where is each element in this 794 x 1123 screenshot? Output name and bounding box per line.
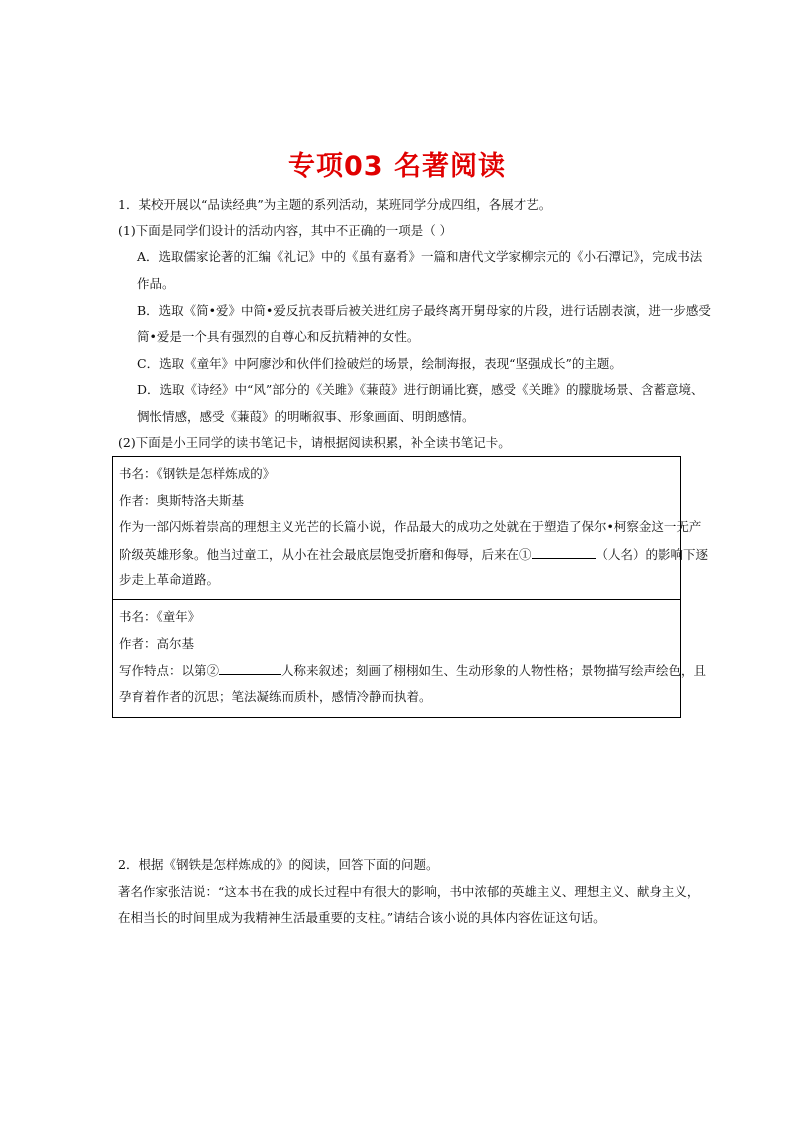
- answer-blank-1[interactable]: [532, 546, 596, 559]
- card-1-text-line-3: 步走上革命道路。: [119, 572, 220, 587]
- option-a-line-1: A．选取儒家论著的汇编《礼记》中的《虽有嘉肴》一篇和唐代文学家柳宗元的《小石潭记》，完成书法: [137, 249, 703, 264]
- answer-blank-2[interactable]: [219, 662, 281, 675]
- reading-note-card-1: [112, 456, 709, 600]
- question-2-stem: 2．根据《钢铁是怎样炼成的》的阅读，回答下面的问题。: [118, 857, 439, 872]
- reading-note-card-2: [112, 600, 707, 718]
- question-2-line-2: 在相当长的时间里成为我精神生活最重要的支柱。”请结合该小说的具体内容佐证这句话。: [118, 910, 606, 925]
- page-title: 专项03 名著阅读: [288, 151, 506, 182]
- card-2-book-title: 书名：《童年》: [119, 609, 201, 624]
- question-1-part-2: (2)下面是小王同学的读书笔记卡，请根据阅读积累，补全读书笔记卡。: [118, 435, 511, 450]
- option-b-line-1: B．选取《简•爱》中简•爱反抗表哥后被关进红房子最终离开舅母家的片段，进行话剧表演，进一步感受: [137, 303, 711, 318]
- card-1-text-line-2: [119, 546, 708, 563]
- card-2-text-line-1: [119, 662, 706, 679]
- card-2-text-after-blank: 人称来叙述；刻画了栩栩如生、生动形象的人物性格；景物描写绘声绘色，且: [281, 663, 707, 678]
- option-b-line-2: 简•爱是一个具有强烈的自尊心和反抗精神的女性。: [137, 329, 420, 344]
- question-1-stem: 1．某校开展以“品读经典”为主题的系列活动，某班同学分成四组，各展才艺。: [118, 197, 552, 212]
- option-a-line-2: 作品。: [137, 276, 175, 291]
- card-1-text-line-1: 作为一部闪烁着崇高的理想主义光芒的长篇小说，作品最大的成功之处就在于塑造了保尔•柯察金这一无产: [119, 519, 702, 534]
- question-1-part-1: (1)下面是同学们设计的活动内容，其中不正确的一项是（ ）: [118, 223, 453, 238]
- card-2-text-line-2: 孕育着作者的沉思；笔法凝练而质朴，感情冷静而执着。: [119, 689, 432, 704]
- card-1-book-title: 书名：《钢铁是怎样炼成的》: [119, 466, 276, 481]
- card-1-text-after-blank: （人名）的影响下逐: [595, 547, 709, 562]
- question-2-line-1: 著名作家张洁说：“这本书在我的成长过程中有很大的影响，书中浓郁的英雄主义、理想主义、献身主义，: [118, 884, 700, 899]
- option-d-line-1: D．选取《诗经》中“风”部分的《关雎》《蒹葭》进行朗诵比赛，感受《关雎》的朦胧场景、含蓄意境、: [137, 382, 704, 397]
- card-1-author: 作者：奥斯特洛夫斯基: [119, 493, 245, 508]
- card-1-text-before-blank: 阶级英雄形象。他当过童工，从小在社会最底层饱受折磨和侮辱，后来在①: [119, 547, 532, 562]
- option-d-line-2: 惆怅情感，感受《蒹葭》的明晰叙事、形象画面、明朗感情。: [137, 409, 475, 424]
- card-2-text-before-blank: 写作特点：以第②: [119, 663, 220, 678]
- card-2-author: 作者：高尔基: [119, 636, 195, 651]
- option-c-line-1: C．选取《童年》中阿廖沙和伙伴们捡破烂的场景，绘制海报，表现“坚强成长”的主题。: [137, 356, 622, 371]
